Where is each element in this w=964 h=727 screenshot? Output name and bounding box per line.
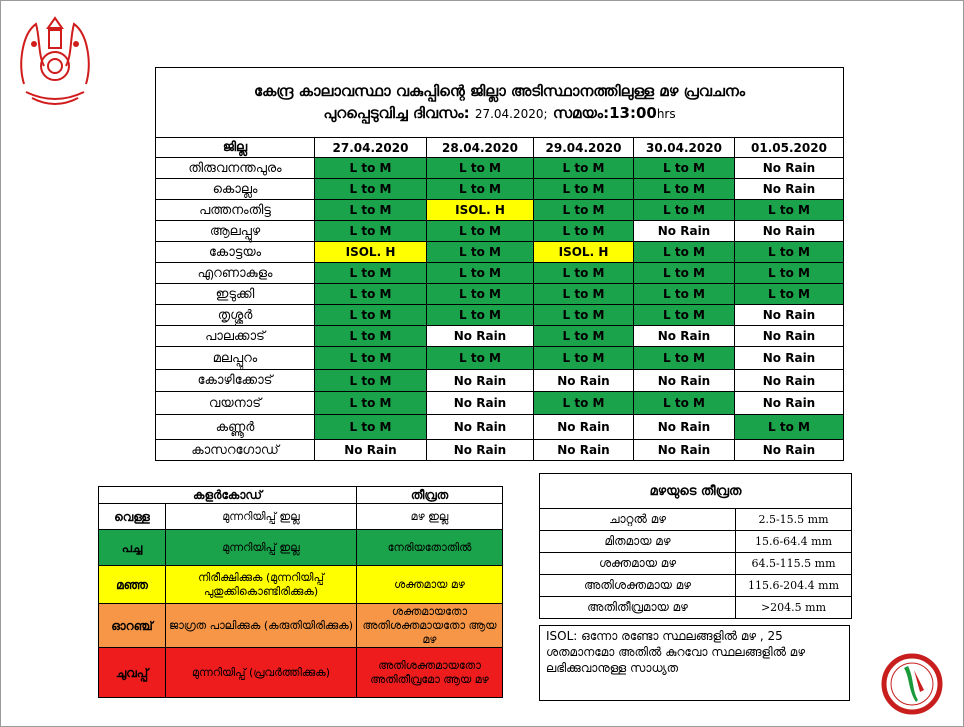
legend-row	[99, 530, 503, 566]
forecast-cell: L to M	[427, 347, 534, 370]
forecast-cell: No Rain	[735, 326, 844, 347]
legend-header-code: കളർകോഡ്	[99, 487, 357, 504]
legend-intensity: മഴ ഇല്ല	[357, 504, 503, 530]
legend-meaning: നിരീക്ഷിക്കുക (മുന്നറിയിപ്പ് പുതുക്കികൊണ്ടിരിക്കുക)	[166, 566, 357, 604]
time-label: സമയം:	[552, 104, 610, 122]
forecast-cell: L to M	[315, 221, 427, 242]
legend-intensity: നേരിയതോതിൽ	[357, 530, 503, 566]
intensity-range: >204.5 mm	[736, 597, 852, 619]
forecast-cell: L to M	[534, 305, 634, 326]
forecast-cell: L to M	[315, 392, 427, 415]
date-header-row	[156, 138, 844, 158]
forecast-cell: No Rain	[634, 370, 735, 392]
forecast-cell: L to M	[315, 305, 427, 326]
forecast-title: കേന്ദ്ര കാലാവസ്ഥാ വകുപ്പിന്റെ ജില്ലാ അടിസ്ഥാനത്തിലുള്ള മഴ പ്രവചനം	[253, 82, 746, 100]
forecast-body	[156, 158, 844, 461]
forecast-cell: No Rain	[735, 440, 844, 461]
forecast-cell: No Rain	[735, 305, 844, 326]
forecast-cell: L to M	[315, 179, 427, 200]
legend-name: ചുവപ്പ്	[99, 648, 166, 698]
forecast-cell: No Rain	[315, 440, 427, 461]
intensity-header-row	[540, 474, 852, 509]
district-name: പാലക്കാട്	[156, 326, 315, 347]
date-header: 28.04.2020	[427, 138, 534, 158]
date-header: 27.04.2020	[315, 138, 427, 158]
legend-row	[99, 604, 503, 648]
legend-meaning: മുന്നറിയിപ്പ് (പ്രവർത്തിക്കുക)	[166, 648, 357, 698]
forecast-cell: L to M	[427, 221, 534, 242]
forecast-cell: L to M	[735, 284, 844, 305]
legend-name: പച്ച	[99, 530, 166, 566]
forecast-cell: L to M	[427, 242, 534, 263]
forecast-row	[156, 284, 844, 305]
forecast-cell: No Rain	[735, 221, 844, 242]
forecast-cell: L to M	[427, 305, 534, 326]
district-name: കോഴിക്കോട്	[156, 370, 315, 392]
forecast-cell: No Rain	[735, 179, 844, 200]
forecast-cell: L to M	[534, 200, 634, 221]
district-name: വയനാട്	[156, 392, 315, 415]
forecast-cell: L to M	[634, 305, 735, 326]
intensity-name: മിതമായ മഴ	[540, 531, 736, 553]
forecast-cell: L to M	[427, 284, 534, 305]
date-header: 29.04.2020	[534, 138, 634, 158]
district-name: കോട്ടയം	[156, 242, 315, 263]
legend-name: ഓറഞ്ച്	[99, 604, 166, 648]
forecast-row	[156, 440, 844, 461]
district-name: കാസറഗോഡ്	[156, 440, 315, 461]
intensity-row	[540, 531, 852, 553]
legend-row	[99, 566, 503, 604]
forecast-cell: L to M	[315, 158, 427, 179]
forecast-row	[156, 179, 844, 200]
forecast-row	[156, 221, 844, 242]
forecast-cell: L to M	[534, 284, 634, 305]
forecast-cell: L to M	[634, 284, 735, 305]
forecast-cell: No Rain	[427, 415, 534, 440]
forecast-row	[156, 370, 844, 392]
forecast-cell: L to M	[427, 158, 534, 179]
forecast-cell: L to M	[315, 200, 427, 221]
forecast-cell: L to M	[634, 347, 735, 370]
rain-intensity-table	[539, 473, 852, 619]
forecast-cell: L to M	[634, 263, 735, 284]
forecast-cell: L to M	[315, 347, 427, 370]
intensity-range: 115.6-204.4 mm	[736, 575, 852, 597]
intensity-name: ചാറ്റൽ മഴ	[540, 509, 736, 531]
intensity-range: 15.6-64.4 mm	[736, 531, 852, 553]
legend-header-intensity: തീവ്രത	[357, 487, 503, 504]
forecast-title-cell	[156, 68, 844, 138]
forecast-cell: L to M	[534, 392, 634, 415]
forecast-row	[156, 158, 844, 179]
time-value: 13:00	[609, 104, 657, 122]
issued-label: പുറപ്പെടുവിച്ച ദിവസം:	[323, 104, 470, 122]
forecast-cell: L to M	[315, 326, 427, 347]
intensity-body	[540, 509, 852, 619]
legend-header-row	[99, 487, 503, 504]
district-name: തൃശ്ശൂർ	[156, 305, 315, 326]
forecast-cell: L to M	[634, 179, 735, 200]
issued-date: 27.04.2020;	[474, 107, 548, 121]
forecast-cell: No Rain	[735, 158, 844, 179]
legend-intensity: ശക്തമായതോ അതിശക്തമായതോ ആയ മഴ	[357, 604, 503, 648]
legend-meaning: മുന്നറിയിപ്പ് ഇല്ല	[166, 530, 357, 566]
forecast-cell: L to M	[634, 158, 735, 179]
legend-meaning: ജാഗ്രത പാലിക്കുക (കരുതിയിരിക്കുക)	[166, 604, 357, 648]
forecast-cell: No Rain	[735, 370, 844, 392]
forecast-cell: No Rain	[534, 440, 634, 461]
disaster-management-logo	[880, 650, 944, 720]
district-name: കണ്ണൂർ	[156, 415, 315, 440]
forecast-cell: No Rain	[735, 392, 844, 415]
forecast-cell: L to M	[427, 263, 534, 284]
legend-body	[99, 504, 503, 698]
forecast-cell: L to M	[634, 392, 735, 415]
time-unit: hrs	[656, 107, 676, 121]
forecast-table	[155, 67, 844, 461]
forecast-cell: No Rain	[735, 347, 844, 370]
intensity-row	[540, 575, 852, 597]
legend-name: വെള്ള	[99, 504, 166, 530]
forecast-cell: L to M	[534, 347, 634, 370]
forecast-cell: No Rain	[634, 440, 735, 461]
forecast-cell: No Rain	[427, 370, 534, 392]
intensity-name: ശക്തമായ മഴ	[540, 553, 736, 575]
district-name: മലപ്പുറം	[156, 347, 315, 370]
forecast-cell: No Rain	[634, 326, 735, 347]
district-name: ആലപ്പുഴ	[156, 221, 315, 242]
forecast-row	[156, 263, 844, 284]
date-header: 01.05.2020	[735, 138, 844, 158]
forecast-cell: L to M	[315, 415, 427, 440]
forecast-row	[156, 305, 844, 326]
kerala-emblem-logo	[14, 14, 96, 110]
legend-intensity: അതിശക്തമായതോ അതിതീവ്രമോ ആയ മഴ	[357, 648, 503, 698]
forecast-cell: ISOL. H	[315, 242, 427, 263]
intensity-name: അതിതീവ്രമായ മഴ	[540, 597, 736, 619]
forecast-row	[156, 347, 844, 370]
forecast-cell: No Rain	[427, 326, 534, 347]
forecast-cell: No Rain	[534, 370, 634, 392]
intensity-name: അതിശക്തമായ മഴ	[540, 575, 736, 597]
forecast-cell: No Rain	[634, 415, 735, 440]
intensity-range: 2.5-15.5 mm	[736, 509, 852, 531]
legend-row	[99, 504, 503, 530]
forecast-cell: ISOL. H	[427, 200, 534, 221]
forecast-cell: No Rain	[534, 415, 634, 440]
forecast-cell: L to M	[735, 415, 844, 440]
legend-intensity: ശക്തമായ മഴ	[357, 566, 503, 604]
forecast-cell: L to M	[534, 221, 634, 242]
forecast-cell: L to M	[735, 242, 844, 263]
issued-line	[156, 102, 843, 125]
legend-meaning: മുന്നറിയിപ്പ് ഇല്ല	[166, 504, 357, 530]
district-header: ജില്ല	[156, 138, 315, 158]
forecast-cell: L to M	[315, 370, 427, 392]
forecast-cell: L to M	[735, 263, 844, 284]
intensity-row	[540, 509, 852, 531]
forecast-row	[156, 200, 844, 221]
forecast-cell: L to M	[735, 200, 844, 221]
forecast-row	[156, 392, 844, 415]
forecast-cell: L to M	[427, 179, 534, 200]
district-name: പത്തനംതിട്ട	[156, 200, 315, 221]
forecast-cell: L to M	[534, 158, 634, 179]
forecast-cell: L to M	[315, 284, 427, 305]
intensity-title: മഴയുടെ തീവ്രത	[540, 474, 852, 509]
intensity-range: 64.5-115.5 mm	[736, 553, 852, 575]
forecast-cell: L to M	[534, 263, 634, 284]
district-name: കൊല്ലം	[156, 179, 315, 200]
forecast-cell: L to M	[634, 242, 735, 263]
date-header: 30.04.2020	[634, 138, 735, 158]
forecast-cell: No Rain	[634, 221, 735, 242]
forecast-cell: No Rain	[427, 440, 534, 461]
forecast-cell: No Rain	[427, 392, 534, 415]
forecast-row	[156, 242, 844, 263]
legend-name: മഞ്ഞ	[99, 566, 166, 604]
district-name: തിരുവനന്തപുരം	[156, 158, 315, 179]
intensity-row	[540, 553, 852, 575]
legend-row	[99, 648, 503, 698]
isol-note: ISOL: ഒന്നോ രണ്ടോ സ്ഥലങ്ങളിൽ മഴ , 25 ശതമാനമോ അതിൽ കുറവോ സ്ഥലങ്ങളിൽ മഴ ലഭിക്കുവാനുള്ള സാധ്യത	[539, 625, 850, 701]
district-name: ഇടുക്കി	[156, 284, 315, 305]
forecast-cell: L to M	[534, 326, 634, 347]
forecast-row	[156, 415, 844, 440]
forecast-cell: L to M	[315, 263, 427, 284]
district-name: എറണാകുളം	[156, 263, 315, 284]
intensity-row	[540, 597, 852, 619]
forecast-cell: L to M	[534, 179, 634, 200]
color-code-legend	[98, 486, 503, 698]
forecast-row	[156, 326, 844, 347]
forecast-cell: L to M	[634, 200, 735, 221]
forecast-cell: ISOL. H	[534, 242, 634, 263]
